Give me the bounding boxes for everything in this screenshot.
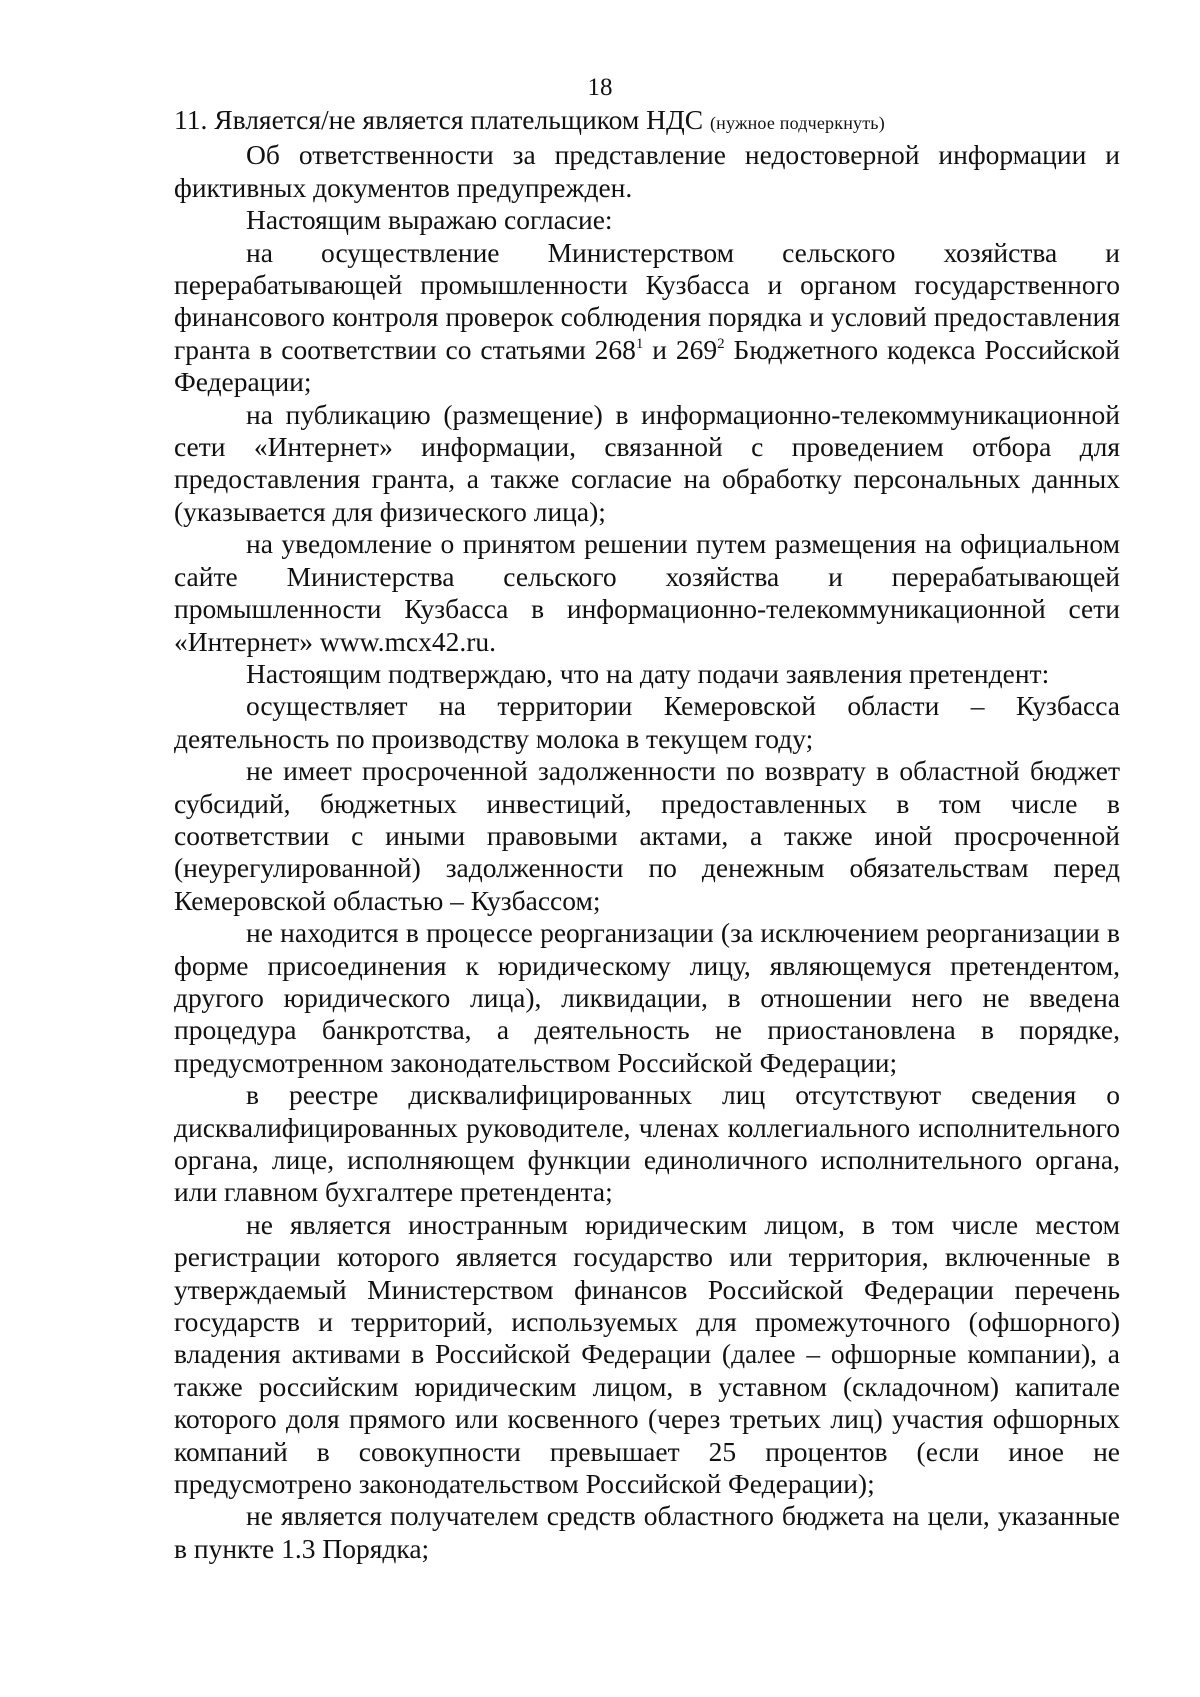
- confirm-reorganization-paragraph: не находится в процессе реорганизации (за исключением реорганизации в форме присоединения к юридическому лицу, являющемуся претендентом, другого юридического лица), ликвидации, в отношении него не введена процедура банкротства, а деятельность не приостановлена в порядке, предусмотренном законодательством Российской Федерации;: [174, 917, 1120, 1078]
- confirm-recipient-paragraph: не является получателем средств областного бюджета на цели, указанные в пункте 1.3 Порядка;: [174, 1500, 1120, 1564]
- article-269-superscript: 2: [717, 335, 725, 352]
- consent-inspections-text-start: на осуществление Министерством сельского хозяйства и перерабатывающей промышленности Кузбасса и органом государственного финансового контроля проверок соблюдения порядка и условий предоставления гранта в соответствии со статьями 268: [174, 236, 1120, 365]
- confirm-intro: Настоящим подтверждаю, что на дату подачи заявления претендент:: [246, 657, 1050, 689]
- confirm-milk-paragraph: осуществляет на территории Кемеровской области – Кузбасса деятельность по производству молока в текущем году;: [174, 690, 1120, 754]
- document-body: [174, 104, 1120, 1565]
- consent-notification-paragraph: на уведомление о принятом решении путем размещения на официальном сайте Министерства сельского хозяйства и перерабатывающей промышленности Кузбасса в информационно-телекоммуникационной сети «Интернет» www.mcx42.ru.: [174, 528, 1120, 657]
- confirm-disqualified-paragraph: в реестре дисквалифицированных лиц отсутствуют сведения о дисквалифицированных руководителе, членах коллегиального исполнительного органа, лице, исполняющем функции единоличного исполнительного органа, или главном бухгалтере претендента;: [174, 1079, 1120, 1208]
- article-268-superscript: 1: [635, 335, 644, 352]
- consent-inspections-text-end: Бюджетного кодекса Российской Федерации;: [174, 333, 1121, 398]
- consent-inspections-paragraph: [174, 237, 1120, 399]
- vat-status-line: [174, 104, 1120, 139]
- consent-intro: Настоящим выражаю согласие:: [246, 204, 613, 236]
- consent-publication-paragraph: на публикацию (размещение) в информационно-телекоммуникационной сети «Интернет» информации, связанной с проведением отбора для предоставления гранта, а также согласие на обработку персональных данных (указывается для физического лица);: [174, 398, 1120, 527]
- vat-status-note: (нужное подчеркнуть): [709, 113, 885, 133]
- vat-status-text: 11. Является/не является плательщиком НДС: [174, 104, 704, 135]
- responsibility-paragraph: Об ответственности за представление недостоверной информации и фиктивных документов предупрежден.: [174, 139, 1120, 203]
- page-number: 18: [587, 74, 613, 101]
- consent-inspections-text-middle: и 269: [643, 333, 718, 365]
- confirm-offshore-paragraph: не является иностранным юридическим лицом, в том числе местом регистрации которого является государство или территория, включенные в утверждаемый Министерством финансов Российской Федерации перечень государств и территорий, используемых для промежуточного (офшорного) владения активами в Российской Федерации (далее – офшорные компании), а также российским юридическим лицом, в уставном (складочном) капитале которого доля прямого или косвенного (через третьих лиц) участия офшорных компаний в совокупности превышает 25 процентов (если иное не предусмотрено законодательством Российской Федерации);: [174, 1208, 1120, 1500]
- confirm-debt-paragraph: не имеет просроченной задолженности по возврату в областной бюджет субсидий, бюджетных инвестиций, предоставленных в том числе в соответствии с иными правовыми актами, а также иной просроченной (неурегулированной) задолженности по денежным обязательствам перед Кемеровской областью – Кузбассом;: [174, 755, 1120, 916]
